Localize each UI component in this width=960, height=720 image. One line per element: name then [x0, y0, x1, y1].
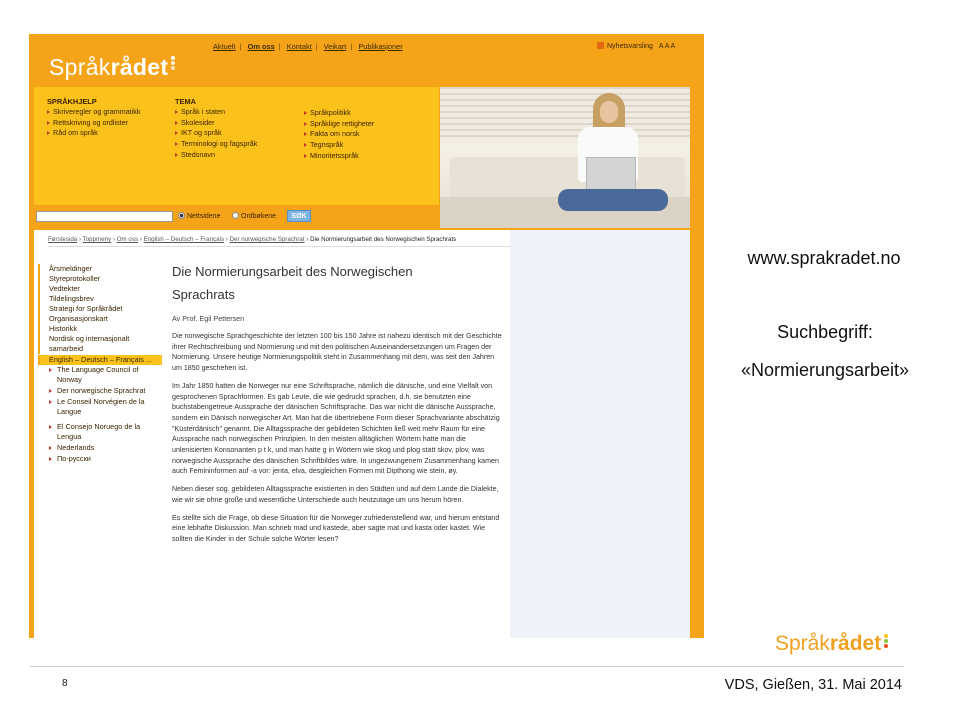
- menu-link[interactable]: Rettskriving og ordlister: [47, 118, 140, 129]
- menu-link[interactable]: Stedsnavn: [175, 150, 257, 161]
- nav-om-oss[interactable]: Om oss: [247, 42, 275, 51]
- slide-url: www.sprakradet.no: [747, 248, 901, 268]
- right-column: [510, 230, 690, 638]
- article-title: Die Normierungsarbeit des Norwegischen Sprachrats: [172, 264, 413, 302]
- rss-area: [597, 42, 675, 50]
- sidebar-subitem[interactable]: По-русски: [38, 454, 91, 464]
- sprakradet-logo[interactable]: Språkrådet: [49, 54, 176, 81]
- laptop-image: [586, 157, 636, 193]
- article-paragraph: Neben dieser sog. gebildeten Alltagssprache existierten in den Städten und auf dem Lande die Dialekte, wie wir sie ohne große und wesentliche Unterschiede auch heutzutage um uns herum hören.: [172, 485, 499, 504]
- article-paragraph: Es stellte sich die Frage, ob diese Situation für die Norweger zufriedenstellend war, und hierum entstand eine lebhafte Diskussion. Man schrieb mad und kastede, aber sagte mat und kasta oder kastet. Wie sollten die Kinder in der Schule solche Wörter lesen?: [172, 513, 500, 543]
- sidebar-subitem[interactable]: Der norwegische Sprachrat: [38, 386, 145, 396]
- website-screenshot: [29, 34, 704, 638]
- sidebar-item[interactable]: samarbeid: [38, 344, 83, 354]
- menu-tema: TEMA Språk i staten Skolesider IKT og språk Terminologi og fagspråk Stedsnavn: [175, 97, 258, 159]
- slide-keyword-label: Suchbegriff:: [777, 322, 873, 342]
- menu-link[interactable]: IKT og språk: [175, 128, 257, 139]
- sidebar-item[interactable]: Vedtekter: [38, 284, 80, 294]
- sidebar-item-active[interactable]: English – Deutsch – Français ...: [38, 355, 162, 365]
- sidebar-subitem[interactable]: Nederlands: [38, 443, 94, 453]
- article-author: Av Prof. Egil Pettersen: [172, 314, 245, 323]
- menu-link[interactable]: Skriveregler og grammatikk: [47, 107, 140, 118]
- sidebar-item[interactable]: Årsmeldinger: [38, 264, 92, 274]
- nav-kontakt[interactable]: Kontakt: [286, 42, 312, 51]
- slide-logo: Språkrådet: [775, 632, 890, 656]
- menu-link[interactable]: Råd om språk: [47, 128, 140, 139]
- text-size-buttons[interactable]: A A A: [658, 43, 676, 50]
- article: [172, 260, 502, 552]
- nav-aktuelt[interactable]: Aktuelt: [213, 42, 236, 51]
- menu-link[interactable]: Terminologi og fagspråk: [175, 139, 257, 150]
- article-paragraph: Im Jahr 1850 hatten die Norweger nur eine Schriftsprache, nämlich die dänische, und eine Vielfalt von gesprochenen Sprachformen. Es gab Leute, die wie gedruckt sprachen, d.h. sie benutzten eine buchstabengetreue Aussprache der dänischen Schriftsprache. Das war nicht die dänische Aussprache, sondern ein Dänisch norwegischer Art. Man hat die übertriebene Form dieser Sprachvariante abschätzig "Küsterdänisch" genannt. Die Alltagssprache der gebildeten Schichten ließ weit mehr Raum für eine Aussprache nach norwegischen Prinzipien. In den meisten alltäglichen Wörtern hatte man die unlenisierten Konsonanten p t k, und man hatte g in Wörtern wie skog und plog statt skov, plov, was norwegische Aussprache des dänischen Schriftbildes wäre. In ungezwungenem Zusammenhang kamen auch Femininformen auf -a vor: jenta, elva, desgleichen Formen mit Dipthong wie stein, øy.: [172, 381, 500, 476]
- rss-link[interactable]: Nyhetsvarsling: [607, 43, 653, 50]
- nav-publikasjoner[interactable]: Publikasjoner: [358, 42, 403, 51]
- menu-link[interactable]: Språk i staten: [175, 107, 257, 118]
- sidebar-subitem-cont[interactable]: Norway: [57, 375, 82, 384]
- sidebar-item[interactable]: Nordisk og internasjonalt: [38, 334, 129, 344]
- sidebar-subitem[interactable]: The Language Council of: [38, 365, 139, 375]
- slide-footer: VDS, Gießen, 31. Mai 2014: [724, 677, 902, 693]
- slide-keyword: «Normierungsarbeit»: [740, 360, 910, 380]
- search-bar: [34, 211, 440, 226]
- menu-link[interactable]: Minoritetsspråk: [304, 151, 374, 162]
- sidebar-subitem-cont[interactable]: Langue: [57, 407, 82, 416]
- menu-link[interactable]: Skolesider: [175, 118, 257, 129]
- menu-tema-col2: [304, 108, 374, 162]
- radio-nettsidene[interactable]: Nettsidene: [178, 212, 220, 220]
- breadcrumb: Førstesida › Toppmeny › Om oss › English – Deutsch – Français › Der norwegische Sprachrat › Die Normierungsarbeit des Norwegischen Sprachrats: [48, 236, 457, 243]
- top-navigation: Aktuelt | Om oss | Kontakt | Veikart | Publikasjoner: [213, 42, 403, 51]
- search-input[interactable]: [36, 211, 173, 222]
- rss-icon: [597, 42, 604, 49]
- logo-dots-icon: [170, 56, 176, 72]
- sidebar-item[interactable]: Strategi for Språkrådet: [38, 304, 122, 314]
- menu-link[interactable]: Fakta om norsk: [304, 129, 374, 140]
- sidebar-subitem[interactable]: Le Conseil Norvégien de la: [38, 397, 145, 407]
- article-paragraph: Die norwegische Sprachgeschichte der letzten 100 bis 150 Jahre ist nahezu identisch mit der Geschichte ihrer Rechtschreibung und Normierung und mit den politischen Auseinandersetzungen um Fragen der Normierung. Unsere heutige Normierungspolitik steht in Zusammenhang mit dem, was seit den Jahren um 1850 geschehen ist.: [172, 332, 502, 373]
- radio-ordbokene[interactable]: Ordbøkene: [232, 212, 276, 220]
- menu-link[interactable]: Språkpolitikk: [304, 108, 374, 119]
- footer-divider: [30, 666, 904, 667]
- menu-link[interactable]: Tegnspråk: [304, 140, 374, 151]
- menu-sprakhjelp: SPRÅKHJELP Skriveregler og grammatikk Rettskriving og ordlister Råd om språk: [47, 97, 141, 138]
- content-area: [34, 230, 690, 638]
- page-number: 8: [62, 678, 68, 689]
- mega-menu: [34, 87, 439, 205]
- menu-link[interactable]: Språklige rettigheter: [304, 119, 374, 130]
- sidebar-item[interactable]: Styreprotokoller: [38, 274, 100, 284]
- sidebar-item[interactable]: Tildelingsbrev: [38, 294, 94, 304]
- nav-veikart[interactable]: Veikart: [323, 42, 347, 51]
- sidebar-item[interactable]: Organisasjonskart: [38, 314, 108, 324]
- header-photo: [440, 87, 690, 228]
- sidebar-subitem-cont[interactable]: Lengua: [57, 432, 82, 441]
- logo-dots-icon: [883, 634, 890, 651]
- search-button[interactable]: SØK: [287, 210, 311, 222]
- sidebar-item[interactable]: Historikk: [38, 324, 77, 334]
- sidebar-subitem[interactable]: El Consejo Noruego de la: [38, 422, 140, 432]
